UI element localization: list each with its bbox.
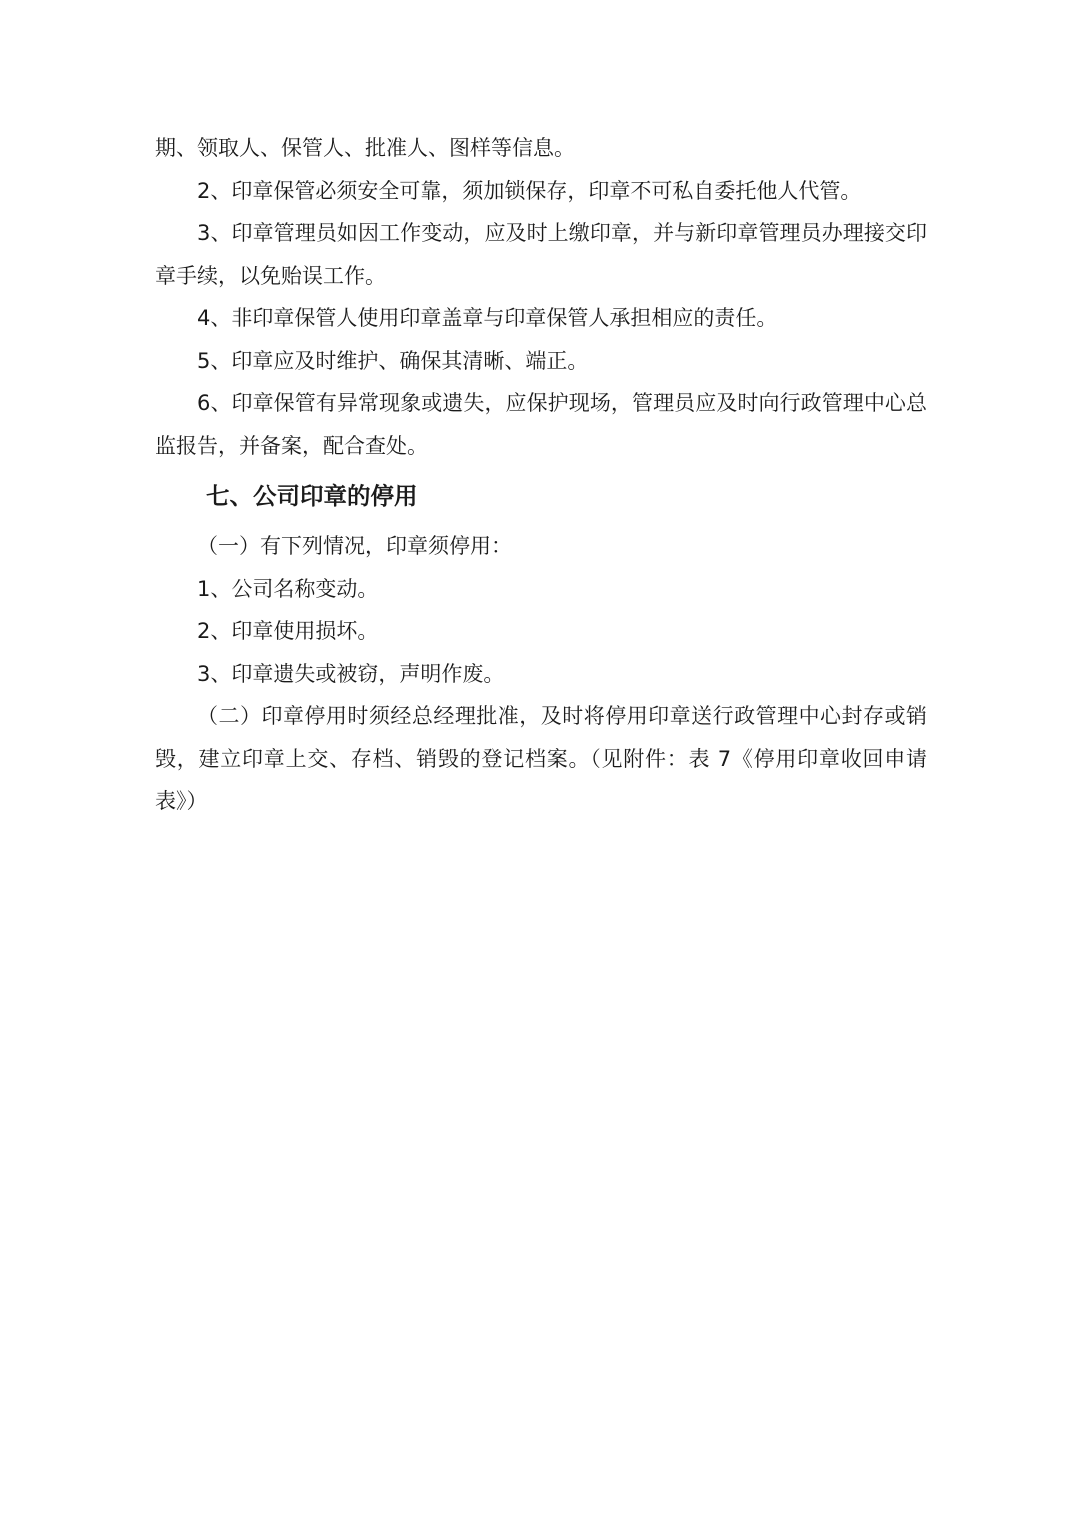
paragraph-item-3: 3、印章管理员如因工作变动，应及时上缴印章，并与新印章管理员办理接交印章手续，以免贻误工作。 [155, 221, 927, 288]
paragraph-subsection-2: （二）印章停用时须经总经理批准，及时将停用印章送行政管理中心封存或销毁，建立印章上交、存档、销毁的登记档案。（见附件：表 7《停用印章收回申请表》） [155, 704, 927, 813]
paragraph-item-5: 5、印章应及时维护、确保其清晰、端正。 [197, 348, 589, 373]
paragraph-item-6: 6、印章保管有异常现象或遗失，应保护现场，管理员应及时向行政管理中心总监报告，并备案，配合查处。 [155, 391, 927, 458]
paragraph-stop-item-3: 3、印章遗失或被窃，声明作废。 [197, 661, 505, 686]
paragraph-item-4: 4、非印章保管人使用印章盖章与印章保管人承担相应的责任。 [197, 306, 778, 330]
section-heading: 七、公司印章的停用 [206, 482, 418, 510]
document-body [155, 127, 927, 823]
paragraph-stop-item-2: 2、印章使用损坏。 [197, 619, 379, 643]
paragraph-stop-item-1: 1、公司名称变动。 [197, 576, 379, 601]
paragraph-subsection-1: （一）有下列情况，印章须停用： [197, 534, 512, 558]
paragraph-item-2: 2、印章保管必须安全可靠，须加锁保存，印章不可私自委托他人代管。 [197, 178, 862, 203]
paragraph-continued: 期、领取人、保管人、批准人、图样等信息。 [155, 136, 575, 160]
